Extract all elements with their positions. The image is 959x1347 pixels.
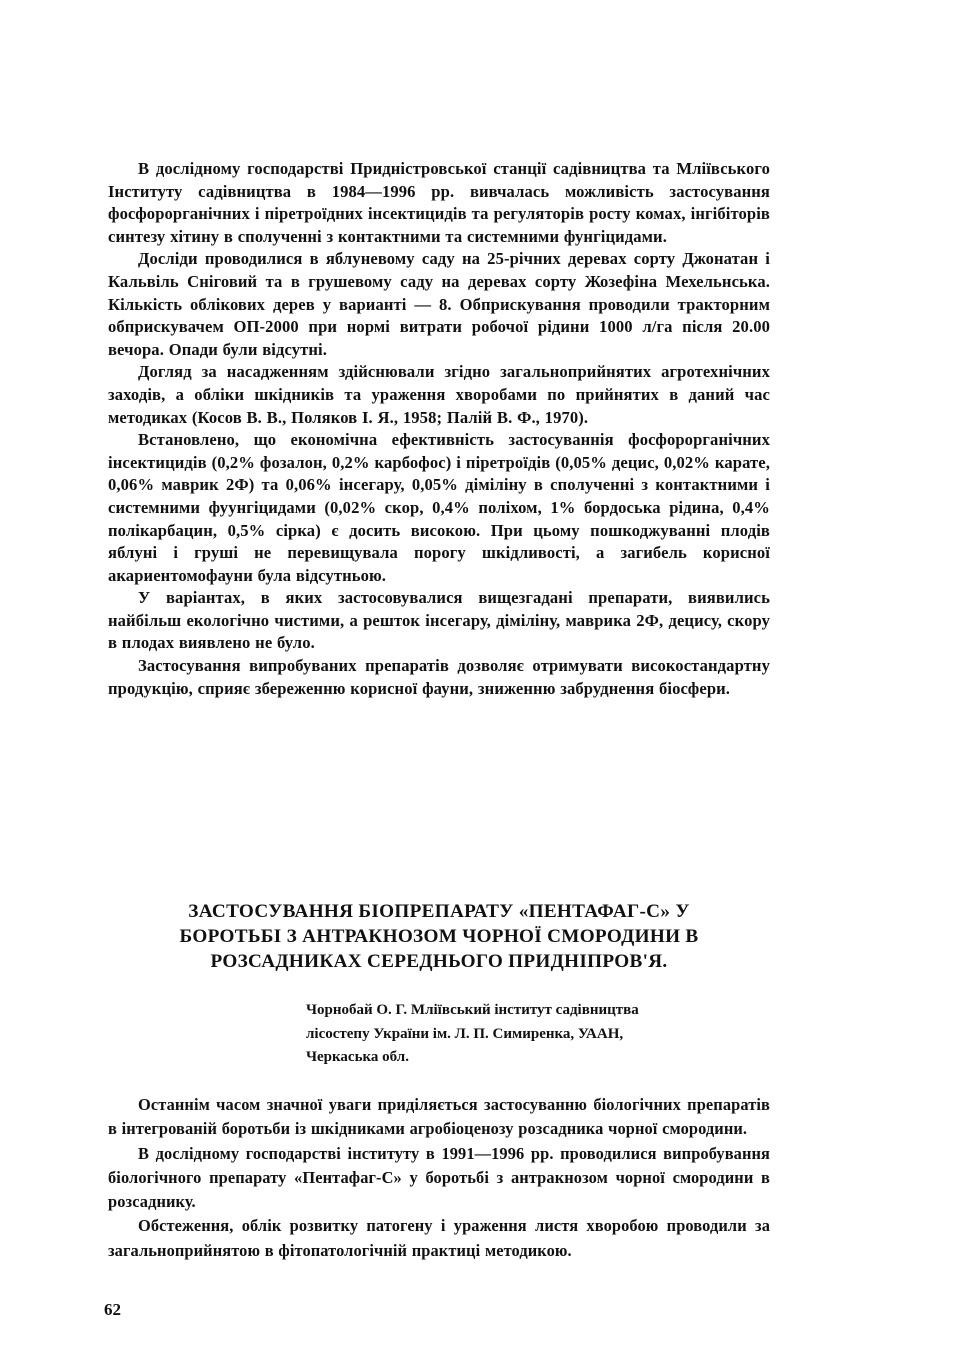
article-1-paragraph-5: У варіантах, в яких застосовувалися вищезгадані препарати, виявились найбільш екологічно чистими, а решток інсегару, діміліну, маврика 2Ф, децису, скору в плодах виявлено не було. <box>108 588 770 653</box>
page-number: 62 <box>104 1300 121 1319</box>
article-1-paragraph-6: Застосування випробуваних препаратів дозволяє отримувати високостандартну продукцію, сприяє збереженню корисної фауни, зниженню забруднення біосфери. <box>108 656 770 698</box>
article-2-title-line-3: РОЗСАДНИКАХ СЕРЕДНЬОГО ПРИДНІПРОВ'Я. <box>210 951 668 972</box>
article-2-author-affiliation <box>306 999 770 1070</box>
article-1-paragraph-4: Встановлено, що економічна ефективність застосуваннія фосфорорганічних інсектицидів (0,2% фозалон, 0,2% карбофос) і піретроїдів (0,05% децис, 0,02% карате, 0,06% маврик 2Ф) та 0,06% інсегару, 0,05% діміліну в сполученні з контактними і системними фуунгіцидами (0,02% скор, 0,4% поліхом, 1% бордоська рідина, 0,4% полікарбацин, 0,5% сірка) є досить високою. При цьому пошкоджуванні плодів яблуні і груші не перевищувала порогу шкідливості, а загибель корисної акариентомофауни була відсутньою. <box>108 430 770 585</box>
author-line-1: Чорнобай О. Г. Мліївський інститут садівництва <box>306 1002 639 1018</box>
article-2-title-line-2: БОРОТЬБІ З АНТРАКНОЗОМ ЧОРНОЇ СМОРОДИНИ В <box>179 926 699 947</box>
article-2-paragraph-3: Обстеження, облік розвитку патогену і ураження листя хворобою проводили за загальноприйнятою в фітопатологічній практиці методикою. <box>108 1216 770 1260</box>
article-2-paragraph-2: В дослідному господарстві інституту в 1991—1996 рр. проводилися випробування біологічного препарату «Пентафаг-С» у боротьбі з антракнозом чорної смородини в розсаднику. <box>108 1143 770 1212</box>
article-2-title <box>108 899 770 974</box>
article-2-body <box>108 1093 770 1263</box>
article-2-paragraph-1: Останнім часом значної уваги приділяється застосуванню біологічних препаратів в інтегрованій боротьби із шкідниками агробіоценозу розсадника чорної смородини. <box>108 1095 770 1139</box>
article-2-title-line-1: ЗАСТОСУВАННЯ БІОПРЕПАРАТУ «ПЕНТАФАГ-С» У <box>188 901 690 922</box>
article-1-paragraph-2: Досліди проводилися в яблуневому саду на 25-річних деревах сорту Джонатан і Кальвіль Сніговий та в грушевому саду на деревах сорту Жозефіна Мехельнська. Кількість облікових дерев у варианті — 8. Обприскування проводили тракторним обприскувачем ОП-2000 при нормі витрати робочої рідини 1000 л/га після 20.00 вечора. Опади були відсутні. <box>108 249 770 359</box>
article-1-paragraph-1: В дослідному господарстві Придністровської станції садівництва та Мліївського Інституту садівництва в 1984—1996 рр. вивчалась можливість застосування фосфорорганічних і піретроїдних інсектицидів та регуляторів росту комах, інгібіторів синтезу хітину в сполученні з контактними та системними фунгіцидами. <box>108 159 770 246</box>
article-1-body <box>108 158 770 700</box>
article-1-paragraph-3: Догляд за насадженням здійснювали згідно загальноприйнятих агротехнічних заходів, а обліки шкідників та ураження хворобами по прийнятих в даний час методиках (Косов В. В., Поляков І. Я., 1958; Палій В. Ф., 1970). <box>108 362 770 427</box>
author-line-2: лісостепу України ім. Л. П. Симиренка, УААН, <box>306 1025 624 1042</box>
author-line-3: Черкаська обл. <box>306 1049 409 1065</box>
